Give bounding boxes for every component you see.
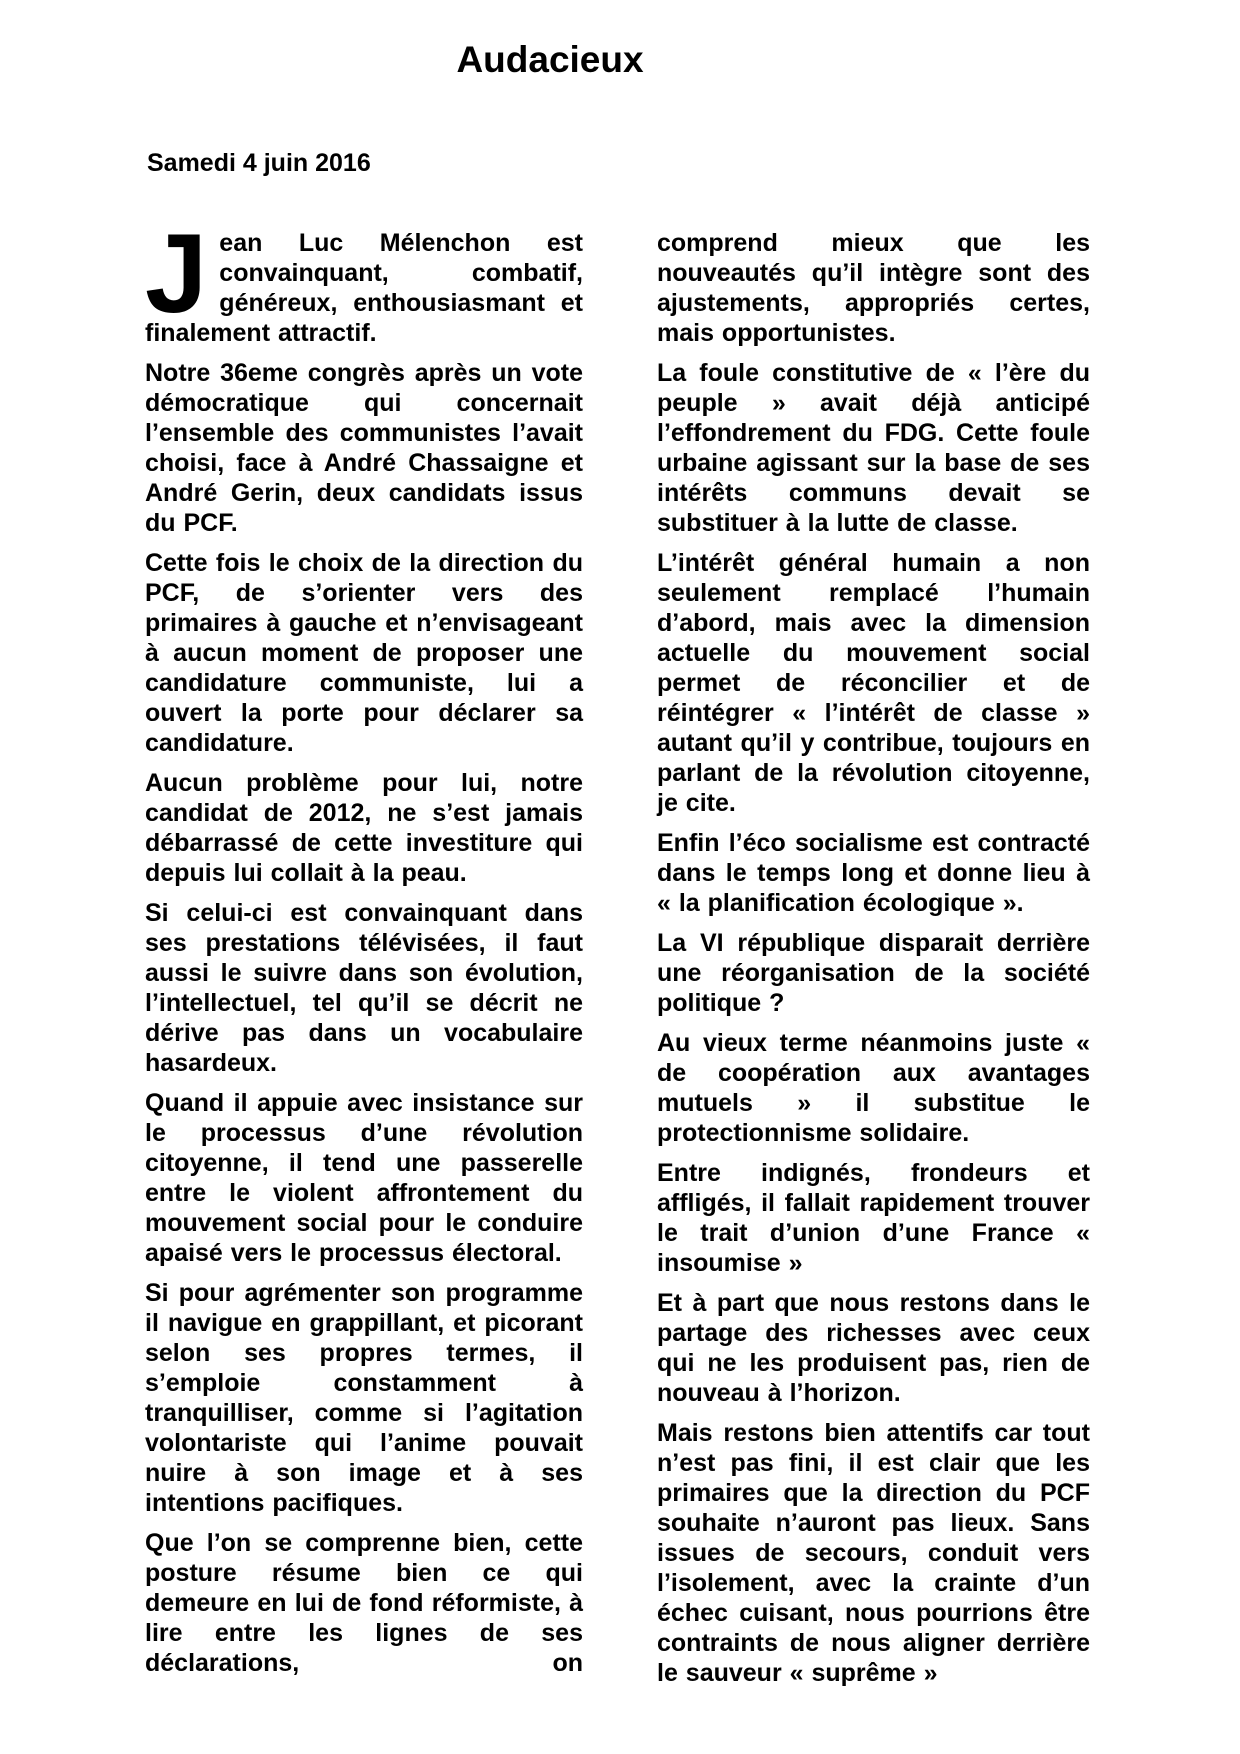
paragraph: La VI république disparait derrière une réorganisation de la société politique ? <box>657 929 1090 1017</box>
right-column <box>657 228 1090 1698</box>
paragraph-lead <box>145 211 583 348</box>
paragraph: Quand il appuie avec insistance sur le processus d’une révolution citoyenne, il tend une passerelle entre le violent affrontement du mouvement social pour le conduire apaisé vers le processus électoral. <box>145 1089 583 1267</box>
page-title: Audacieux <box>456 39 644 80</box>
paragraph: Si pour agrémenter son programme il navigue en grappillant, et picorant selon ses propres termes, il s’emploie constamment à tranquilliser, comme si l’agitation volontariste qui l’anime pouvait nuire à son image et à ses intentions pacifiques. <box>145 1279 583 1517</box>
paragraph: L’intérêt général humain a non seulement remplacé l’humain d’abord, mais avec la dimension actuelle du mouvement social permet de réconcilier et de réintégrer « l’intérêt de classe » autant qu’il y contribue, toujours en parlant de la révolution citoyenne, je cite. <box>657 549 1090 817</box>
paragraph: Si celui-ci est convainquant dans ses prestations télévisées, il faut aussi le suivre dans son évolution, l’intellectuel, tel qu’il se décrit ne dérive pas dans un vocabulaire hasardeux. <box>145 899 583 1077</box>
paragraph: Mais restons bien attentifs car tout n’est pas fini, il est clair que les primaires que la direction du PCF souhaite n’auront pas lieux. Sans issues de secours, conduit vers l’isolement, avec la crainte d’un échec cuisant, nous pourrions être contraints de nous aligner derrière le sauveur « suprême » <box>657 1419 1090 1687</box>
paragraph-lead-text: ean Luc Mélenchon est convainquant, combatif, généreux, enthousiasmant et finalement attractif. <box>145 229 583 347</box>
paragraph: Enfin l’éco socialisme est contracté dans le temps long et donne lieu à « la planification écologique ». <box>657 829 1090 917</box>
paragraph: La foule constitutive de « l’ère du peuple » avait déjà anticipé l’effondrement du FDG. Cette foule urbaine agissant sur la base de ses intérêts communs devait se substituer à la lutte de classe. <box>657 359 1090 537</box>
left-column <box>145 211 583 1698</box>
paragraph: Entre indignés, frondeurs et affligés, il fallait rapidement trouver le trait d’union d’une France « insoumise » <box>657 1159 1090 1277</box>
article-body <box>145 211 1090 1698</box>
paragraph: Que l’on se comprenne bien, cette posture résume bien ce qui demeure en lui de fond réformiste, à lire entre les lignes de ses déclarations, on <box>145 1529 583 1677</box>
paragraph: Et à part que nous restons dans le partage des richesses avec ceux qui ne les produisent pas, rien de nouveau à l’horizon. <box>657 1289 1090 1407</box>
paragraph: Cette fois le choix de la direction du PCF, de s’orienter vers des primaires à gauche et n’envisageant à aucun moment de proposer une candidature communiste, lui a ouvert la porte pour déclarer sa candidature. <box>145 549 583 757</box>
paragraph: Aucun problème pour lui, notre candidat de 2012, ne s’est jamais débarrassé de cette investiture qui depuis lui collait à la peau. <box>145 769 583 887</box>
paragraph: comprend mieux que les nouveautés qu’il intègre sont des ajustements, appropriés certes, mais opportunistes. <box>657 229 1090 347</box>
paragraph: Notre 36eme congrès après un vote démocratique qui concernait l’ensemble des communistes l’avait choisi, face à André Chassaigne et André Gerin, deux candidats issus du PCF. <box>145 359 583 537</box>
paragraph: Au vieux terme néanmoins juste « de coopération aux avantages mutuels » il substitue le protectionnisme solidaire. <box>657 1029 1090 1147</box>
dropcap-letter: J <box>145 211 208 336</box>
date-line: Samedi 4 juin 2016 <box>147 149 371 177</box>
